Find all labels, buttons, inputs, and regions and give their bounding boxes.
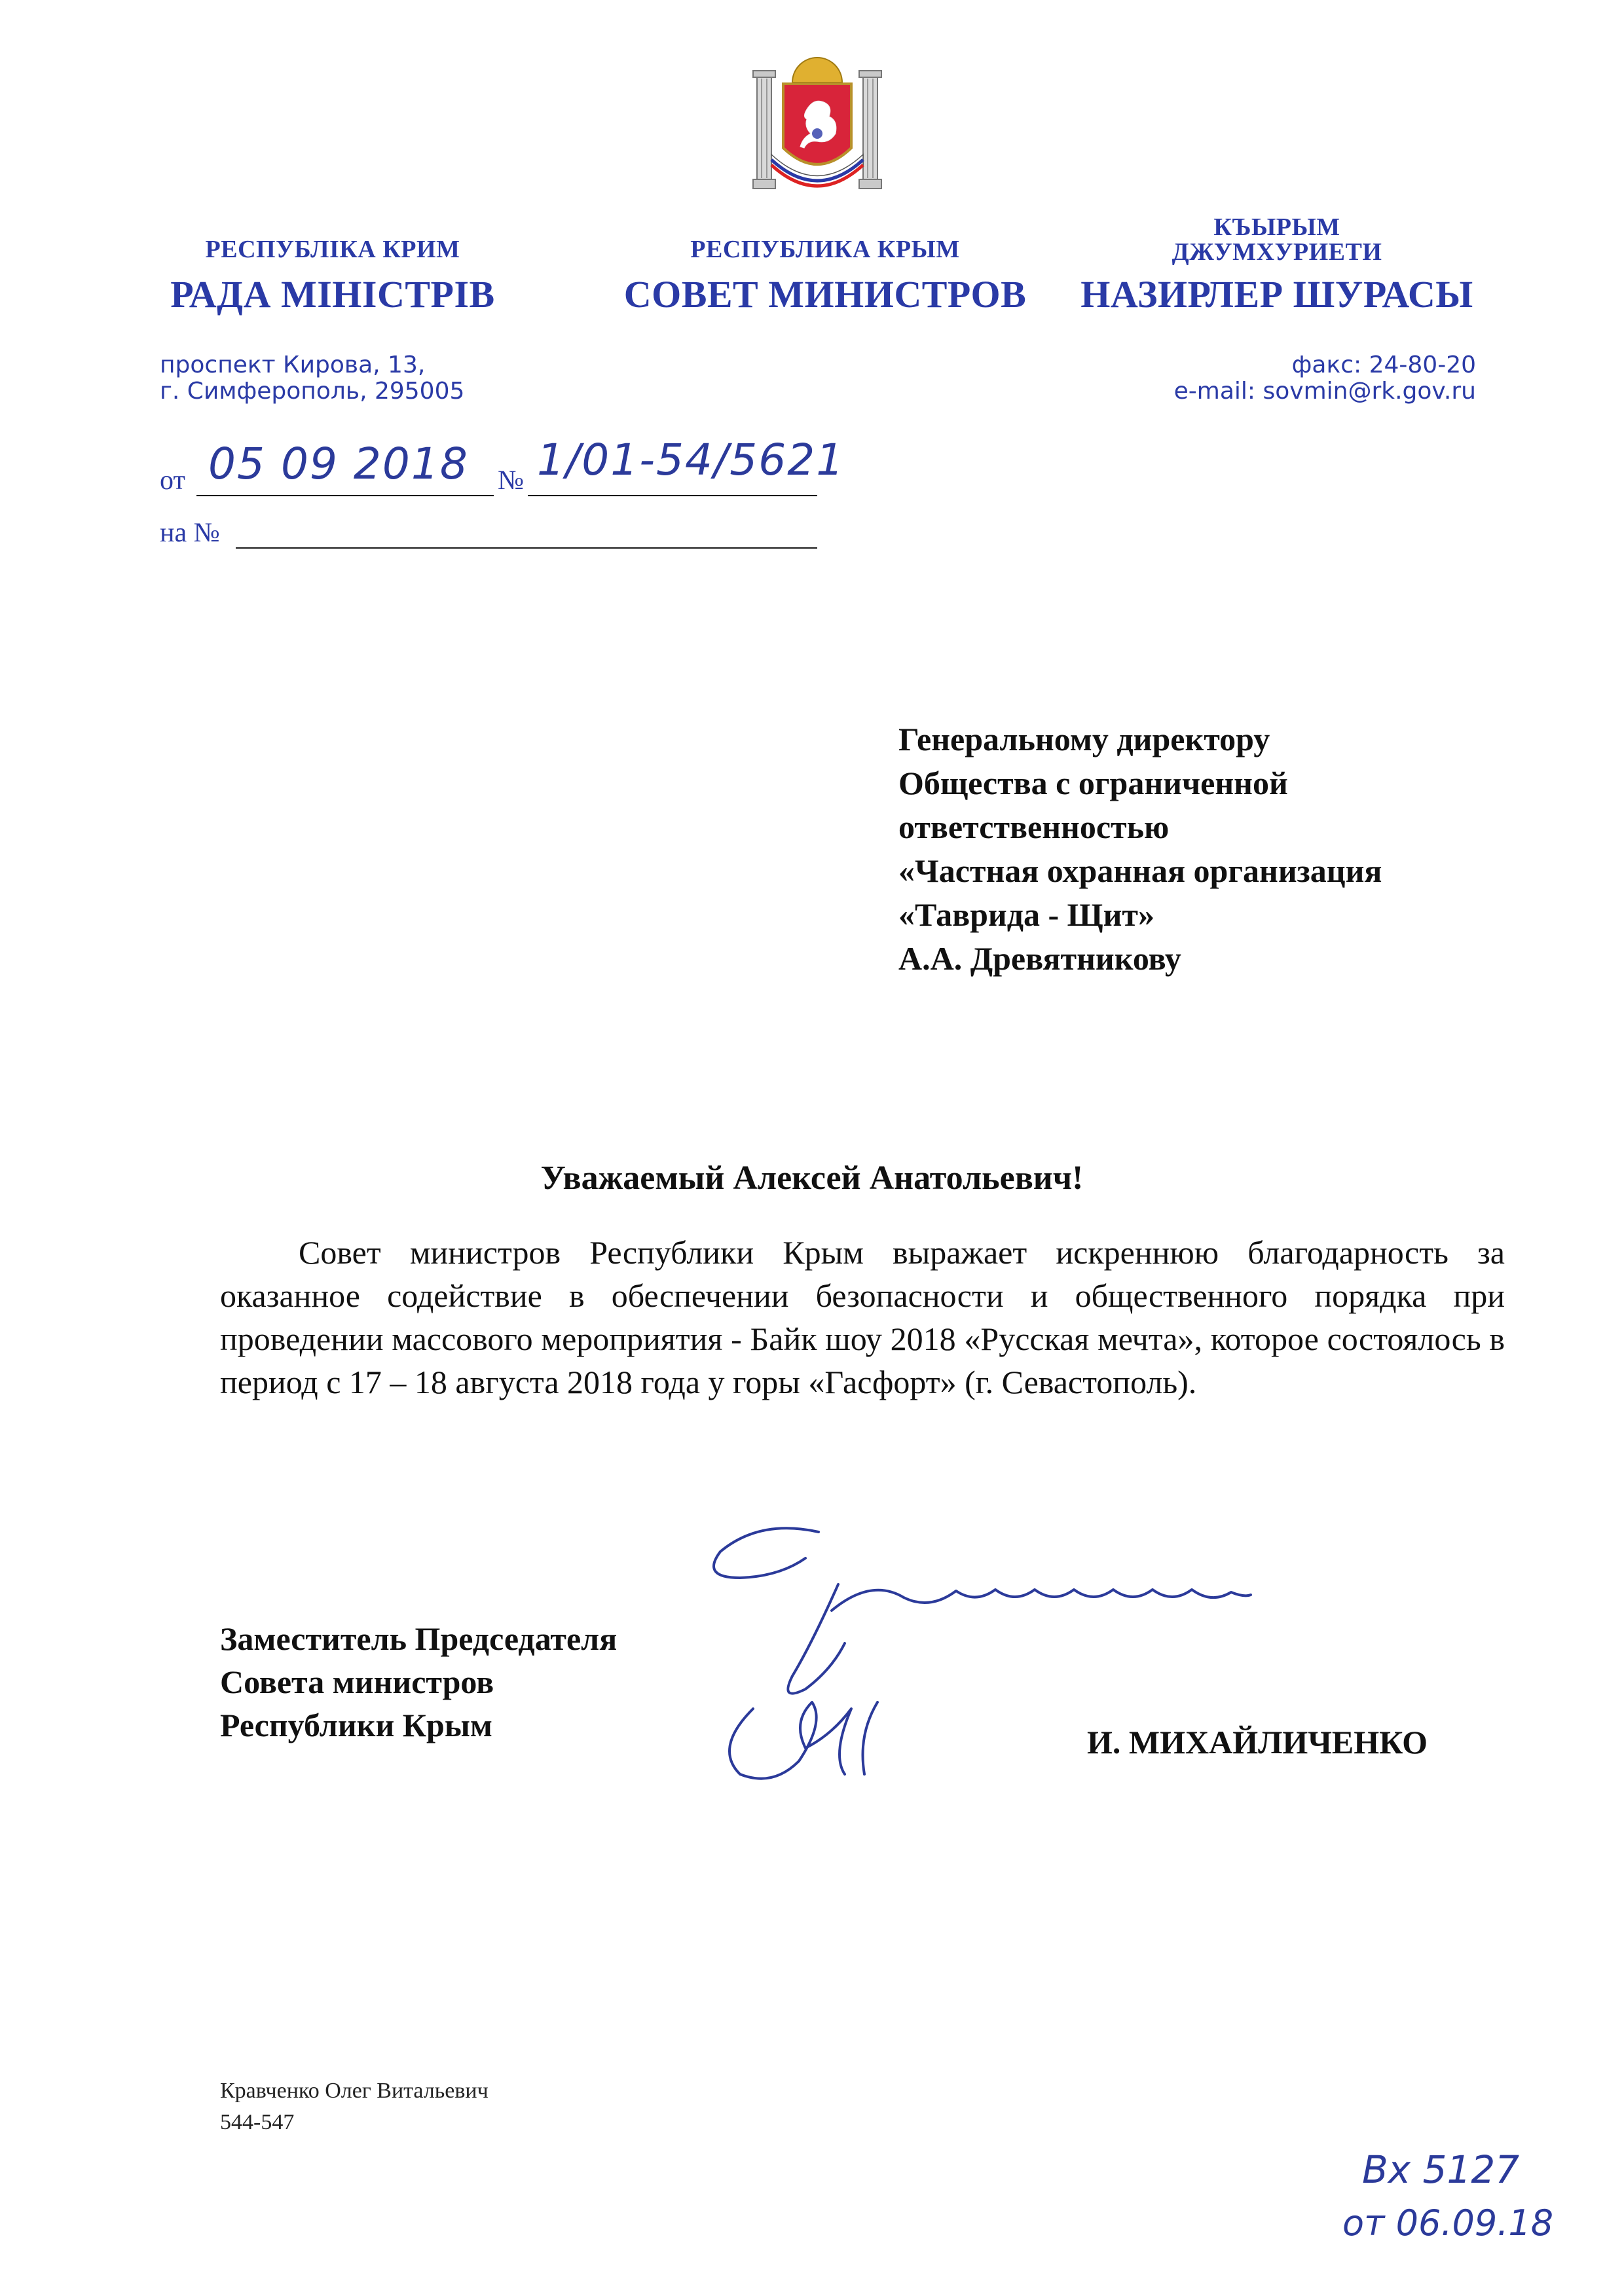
- letterhead-crimean-tatar-council: НАЗИРЛЕР ШУРАСЫ: [1080, 273, 1473, 316]
- letterhead-ukrainian-council: РАДА МІНІСТРІВ: [170, 273, 495, 316]
- address-street: проспект Кирова, 13,: [160, 352, 426, 378]
- executor-phone: 544-547: [220, 2110, 295, 2134]
- ref-from-label: от: [160, 465, 185, 496]
- signatory-title-block: [220, 1617, 617, 1747]
- letterhead-russian-council: СОВЕТ МИНИСТРОВ: [623, 273, 1027, 316]
- addressee-line: ответственностью: [898, 809, 1170, 845]
- crimea-coat-of-arms-icon: [752, 56, 883, 195]
- incoming-date: от 06.09.18: [1342, 2202, 1554, 2244]
- addressee-line: Генеральному директору: [898, 721, 1270, 757]
- letter-body: [220, 1231, 1505, 1404]
- letterhead-russian-republic: РЕСПУБЛИКА КРЫМ: [690, 236, 960, 263]
- email-address: e-mail: sovmin@rk.gov.ru: [1173, 378, 1476, 405]
- addressee-line: А.А. Древятникову: [898, 940, 1181, 977]
- ref-number-label: №: [498, 465, 525, 496]
- signatory-title-line: Республики Крым: [220, 1707, 492, 1743]
- ref-date-handwritten: 05 09 2018: [208, 439, 469, 489]
- greeting: Уважаемый Алексей Анатольевич!: [540, 1159, 1084, 1197]
- ref-reply-line: [236, 547, 817, 549]
- incoming-number: Вх 5127: [1362, 2147, 1520, 2192]
- letterhead-crimean-tatar-republic-line1: КЪЫРЫМ: [1213, 213, 1340, 241]
- ref-number-handwritten: 1/01-54/5621: [537, 435, 845, 485]
- executor-name: Кравченко Олег Витальевич: [220, 2079, 489, 2103]
- addressee-block: [898, 718, 1553, 981]
- signatory-title-line: Совета министров: [220, 1664, 494, 1700]
- ref-number-line: [528, 495, 817, 496]
- incoming-registration-mark: [1342, 2147, 1591, 2272]
- addressee-line: «Частная охранная организация: [898, 852, 1382, 889]
- ref-date-line: [196, 495, 494, 496]
- address-city: г. Симферополь, 295005: [160, 378, 465, 405]
- signatory-title-line: Заместитель Председателя: [220, 1620, 618, 1657]
- ref-reply-label: на №: [160, 518, 220, 548]
- fax-number: факс: 24-80-20: [1291, 352, 1476, 378]
- addressee-line: Общества с ограниченной: [898, 765, 1288, 801]
- body-paragraph: Совет министров Республики Крым выражает искреннюю благодарность за оказанное содействие в обеспечении безопасности и общественного порядка при проведении массового мероприятия - Байк шоу 2018 «Русская мечта», которое состоялось в период с 17 – 18 августа 2018 года у горы «Гасфорт» (г. Севастополь).: [220, 1234, 1505, 1400]
- letterhead-ukrainian-republic: РЕСПУБЛІКА КРИМ: [205, 236, 460, 263]
- letterhead-crimean-tatar-republic-line2: ДЖУМХУРИЕТИ: [1172, 238, 1382, 266]
- executor-block: [220, 2075, 489, 2138]
- addressee-line: «Таврида - Щит»: [898, 896, 1154, 933]
- signatory-name: И. МИХАЙЛИЧЕНКО: [1087, 1724, 1428, 1760]
